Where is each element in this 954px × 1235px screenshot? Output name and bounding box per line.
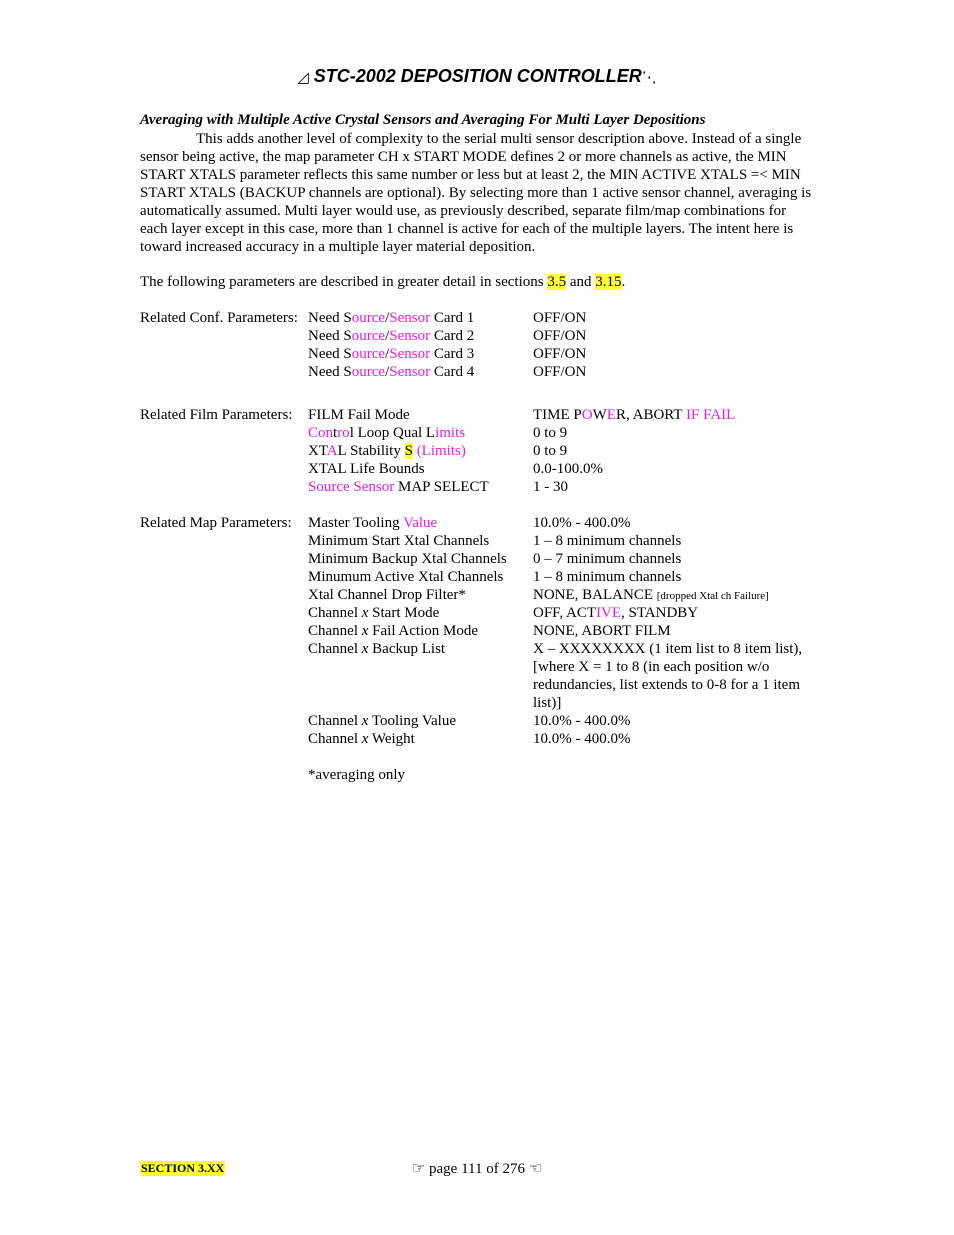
left-ornament-icon: ◿ <box>297 69 309 86</box>
param-value: 10.0% - 400.0% <box>533 515 631 531</box>
param-value: 10.0% - 400.0% <box>533 731 631 747</box>
pointing-right-hand-icon: ☞ <box>411 1161 426 1177</box>
param-name: Minimum Backup Xtal Channels <box>308 551 507 567</box>
param-value: X – XXXXXXXX (1 item list to 8 item list), [where X = 1 to 8 (in each position w/o redundancies, list extends to 0-8 for a 1 item list)] <box>533 641 803 711</box>
param-row <box>140 309 830 327</box>
param-name: Channel x Start Mode <box>308 605 440 621</box>
param-value: 0 to 9 <box>533 443 568 459</box>
param-name: Minumum Active Xtal Channels <box>308 569 504 585</box>
param-name: Need Source/Sensor Card 3 <box>308 346 475 362</box>
param-row <box>140 586 830 604</box>
param-row <box>140 478 830 496</box>
param-name: Channel x Tooling Value <box>308 713 456 729</box>
param-name: Minimum Start Xtal Channels <box>308 533 490 549</box>
pointing-left-hand-icon: ☜ <box>528 1161 543 1177</box>
param-row <box>140 730 830 748</box>
param-value: 1 - 30 <box>533 479 568 495</box>
param-name: Xtal Channel Drop Filter* <box>308 587 466 603</box>
param-row <box>140 363 830 381</box>
page-label: page 111 of 276 <box>425 1161 529 1177</box>
param-row <box>140 604 830 622</box>
map-parameters <box>140 514 830 784</box>
header-title: STC-2002 DEPOSITION CONTROLLER <box>313 66 642 86</box>
footnote-row <box>140 766 830 784</box>
param-value: 0.0-100.0% <box>533 461 603 477</box>
param-name: Control Loop Qual Limits <box>308 425 466 441</box>
param-value: 10.0% - 400.0% <box>533 713 631 729</box>
document-header <box>0 66 954 87</box>
param-value: 1 – 8 minimum channels <box>533 533 682 549</box>
param-name: Need Source/Sensor Card 4 <box>308 364 475 380</box>
param-row <box>140 532 830 550</box>
param-row <box>140 568 830 586</box>
param-note: [dropped Xtal ch Failure] <box>656 590 769 602</box>
section-body-text: This adds another level of complexity to the serial multi sensor description above. Instead of a single sensor being active, the map parameter CH x START MODE defines 2 or more channels as active, the MIN START XTALS parameter reflects this same number or less but at least 2, the MIN ACTIVE XTALS =< MIN START XTALS (BACKUP channels are optional). By selecting more than 1 active sensor channel, averaging is automatically assumed. Multi layer would use, as previously described, separate film/map combinations for each layer except in this case, more than 1 channel is active for each of the multiple layers. The intent here is toward increased accuracy in a multiple layer material deposition. <box>140 131 812 255</box>
param-row <box>140 345 830 363</box>
section-title: Averaging with Multiple Active Crystal Sensors and Averaging For Multi Layer Depositions <box>140 112 706 128</box>
param-value: 0 – 7 minimum channels <box>533 551 682 567</box>
param-name: Source Sensor MAP SELECT <box>308 479 489 495</box>
following-mid: and <box>566 274 596 290</box>
param-row <box>140 712 830 730</box>
param-value: OFF/ON <box>533 328 587 344</box>
param-value: OFF/ON <box>533 346 587 362</box>
right-ornament-icon: ⋱ <box>641 69 657 86</box>
conf-parameters <box>140 309 830 381</box>
param-row <box>140 424 830 442</box>
param-name: FILM Fail Mode <box>308 407 410 423</box>
param-value: OFF/ON <box>533 310 587 326</box>
param-name: XTAL Life Bounds <box>308 461 425 477</box>
footnote: *averaging only <box>308 767 406 783</box>
following-prefix: The following parameters are described in greater detail in sections <box>140 274 548 290</box>
param-row <box>140 327 830 345</box>
param-name: Channel x Weight <box>308 731 415 747</box>
page-number <box>0 1159 954 1178</box>
group-label: Related Map Parameters: <box>140 515 292 531</box>
param-value: OFF/ON <box>533 364 587 380</box>
following-suffix: . <box>621 274 626 290</box>
section-badge: SECTION 3.XX <box>141 1161 225 1175</box>
film-parameters <box>140 406 830 496</box>
param-row <box>140 550 830 568</box>
param-row <box>140 640 830 712</box>
param-name: XTAL Stability S (Limits) <box>308 443 466 459</box>
param-name: Need Source/Sensor Card 1 <box>308 310 475 326</box>
param-value: TIME POWER, ABORT IF FAIL <box>533 407 736 423</box>
param-name: Need Source/Sensor Card 2 <box>308 328 475 344</box>
param-row <box>140 460 830 478</box>
section-ref-link[interactable]: 3.5 <box>547 274 567 290</box>
param-row <box>140 442 830 460</box>
param-name: Channel x Fail Action Mode <box>308 623 478 639</box>
following-sentence <box>140 273 625 291</box>
param-value: 0 to 9 <box>533 425 568 441</box>
param-name: Master Tooling Value <box>308 515 438 531</box>
param-row <box>140 622 830 640</box>
section-body <box>140 130 815 256</box>
param-row <box>140 514 830 532</box>
param-name: Channel x Backup List <box>308 641 446 657</box>
param-row <box>140 406 830 424</box>
param-value: NONE, BALANCE [dropped Xtal ch Failure] <box>533 587 769 603</box>
param-value: NONE, ABORT FILM <box>533 623 671 639</box>
group-label: Related Film Parameters: <box>140 407 293 423</box>
section-ref-link[interactable]: 3.15 <box>595 274 622 290</box>
group-label: Related Conf. Parameters: <box>140 310 298 326</box>
param-value: 1 – 8 minimum channels <box>533 569 682 585</box>
param-value: OFF, ACTIVE, STANDBY <box>533 605 699 621</box>
